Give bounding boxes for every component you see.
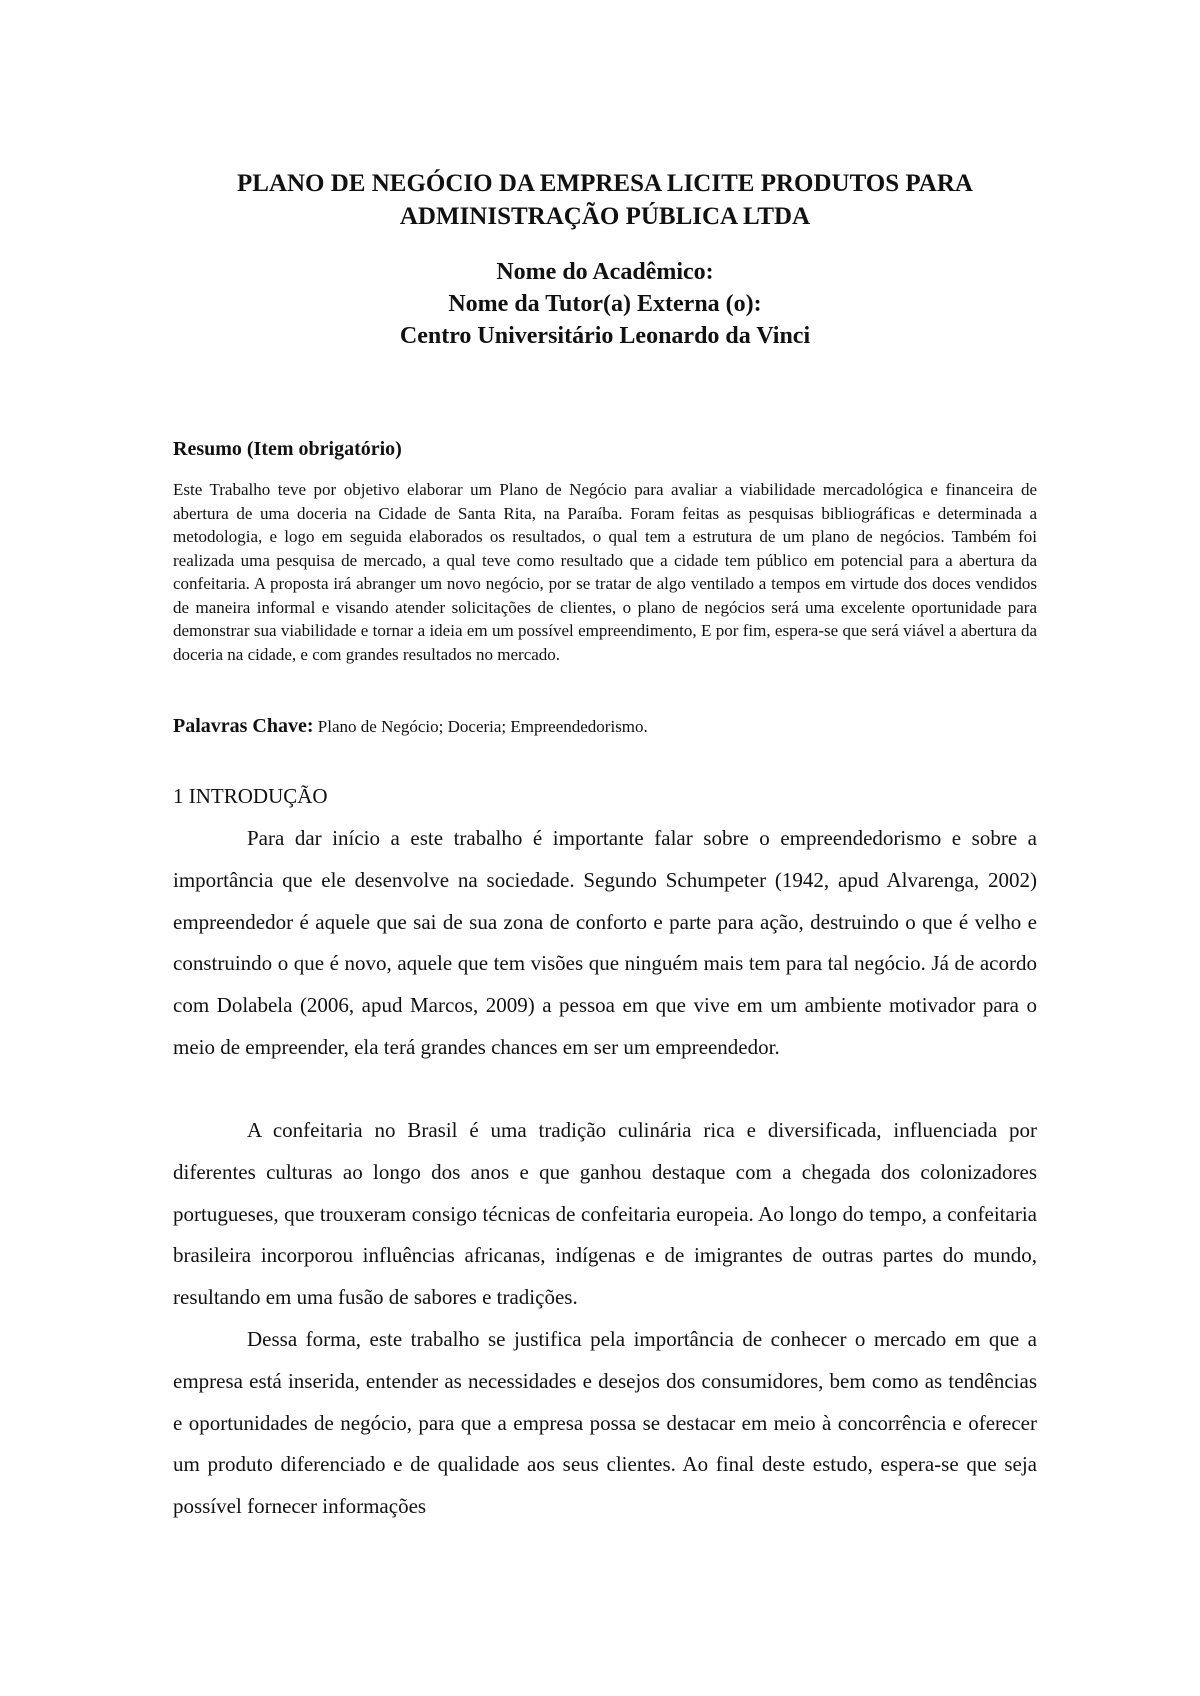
abstract-heading: Resumo (Item obrigatório) bbox=[173, 438, 402, 460]
introduction-paragraph: Para dar início a este trabalho é importante falar sobre o empreendedorismo e sobre a importância que ele desenvolve na sociedade. Segundo Schumpeter (1942, apud Alvarenga, 2002) empreendedor é aquele que sai de sua zona de conforto e parte para ação, destruindo o que é velho e construindo o que é novo, aquele que tem visões que ninguém mais tem para tal negócio. Já de acordo com Dolabela (2006, apud Marcos, 2009) a pessoa em que vive em um ambiente motivador para o meio de empreender, ela terá grandes chances em ser um empreendedor. bbox=[173, 826, 1037, 1059]
student-name-line: Nome do Acadêmico: bbox=[496, 259, 714, 285]
keywords-label: Palavras Chave: bbox=[173, 715, 314, 737]
document-title: PLANO DE NEGÓCIO DA EMPRESA LICITE PRODUTOS PARA ADMINISTRAÇÃO PÚBLICA LTDA bbox=[237, 170, 973, 230]
introduction-heading: 1 INTRODUÇÃO bbox=[173, 784, 328, 808]
introduction-paragraph: Dessa forma, este trabalho se justifica pela importância de conhecer o mercado em que a empresa está inserida, entender as necessidades e desejos dos consumidores, bem como as tendências e oportunidades de negócio, para que a empresa possa se destacar em meio à concorrência e oferecer um produto diferenciado e de qualidade aos seus clientes. Ao final deste estudo, espera-se que seja possível fornecer informações bbox=[173, 1327, 1037, 1519]
institution-name: Centro Universitário Leonardo da Vinci bbox=[399, 323, 811, 349]
introduction-paragraph: A confeitaria no Brasil é uma tradição culinária rica e diversificada, influenciada por diferentes culturas ao longo dos anos e que ganhou destaque com a chegada dos colonizadores portugueses, que trouxeram consigo técnicas de confeitaria europeia. Ao longo do tempo, a confeitaria brasileira incorporou influências africanas, indígenas e de imigrantes de outras partes do mundo, resultando em uma fusão de sabores e tradições. bbox=[173, 1118, 1037, 1310]
keywords-line bbox=[173, 713, 648, 740]
tutor-name-line: Nome da Tutor(a) Externa (o): bbox=[448, 291, 762, 317]
keywords-text: Plano de Negócio; Doceria; Empreendedorismo. bbox=[313, 717, 648, 736]
abstract-text: Este Trabalho teve por objetivo elaborar um Plano de Negócio para avaliar a viabilidade mercadológica e financeira de abertura de uma doceria na Cidade de Santa Rita, na Paraíba. Foram feitas as pesquisas bibliográficas e determinada a metodologia, e logo em seguida elaborados os resultados, o qual tem a estrutura de um plano de negócios. Também foi realizada uma pesquisa de mercado, a qual teve como resultado que a cidade tem público em potencial para a abertura da confeitaria. A proposta irá abranger um novo negócio, por se tratar de algo ventilado a tempos em virtude dos doces vendidos de maneira informal e visando atender solicitações de clientes, o plano de negócios será uma excelente oportunidade para demonstrar sua viabilidade e tornar a ideia em um possível empreendimento, E por fim, espera-se que será viável a abertura da doceria na cidade, e com grandes resultados no mercado. bbox=[173, 480, 1037, 664]
author-block bbox=[173, 256, 1037, 352]
